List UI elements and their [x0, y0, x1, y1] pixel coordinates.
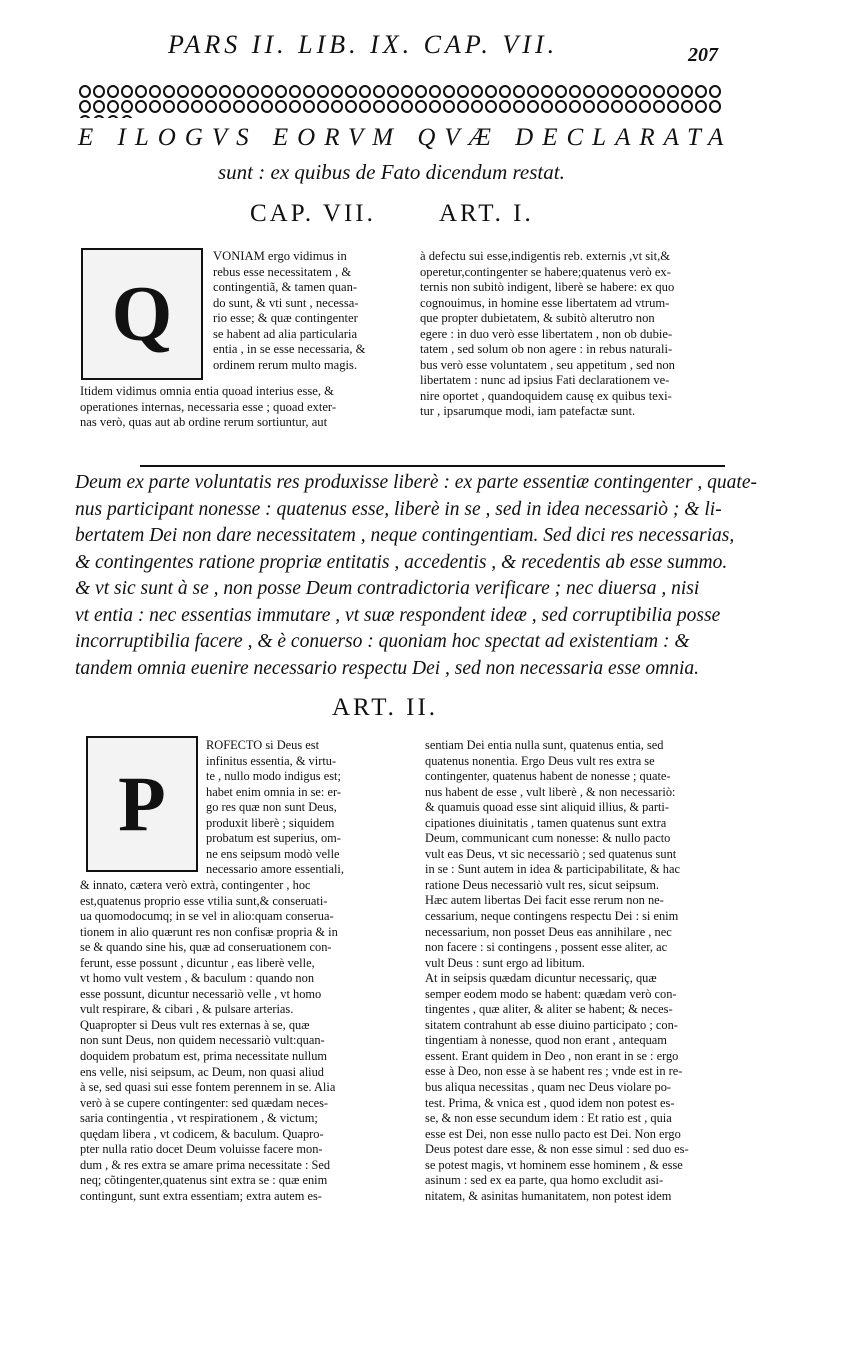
ornament-motif: [611, 85, 623, 98]
text-line: rebus esse necessitatem , &: [213, 264, 352, 279]
text-line: vult eas Deus, vt sic necessariò ; sed quatenus sunt: [425, 846, 677, 861]
ornament-motif: [233, 85, 245, 98]
text-line: vult Deus : sunt ergo ad libitum.: [425, 955, 585, 970]
text-line: tatem , sed solum ob non agere : in rebus naturali-: [420, 342, 673, 356]
ornament-motif: [443, 100, 455, 113]
initial-letter: P: [118, 760, 166, 847]
text-line: quędam libera , vt codicem, & baculum. Quapro-: [80, 1126, 324, 1141]
page-number: 207: [688, 44, 718, 66]
text-line: ternis non subitò indigent, liberè se habere: ex quo: [420, 280, 675, 294]
ornament-motif: [289, 85, 301, 98]
ornament-motif: [415, 100, 427, 113]
ornament-motif: [303, 100, 315, 113]
ornament-motif: [205, 100, 217, 113]
text-line: sitatem contrahunt ab esse diuino participato ; con-: [425, 1017, 678, 1032]
ornament-motif: [527, 85, 539, 98]
text-line: dum , & res extra se amare prima necessitate : Sed: [80, 1157, 331, 1172]
text-line: se potest magis, vt hominem esse hominem , & esse: [425, 1157, 683, 1172]
text-line: go res quæ non sunt Deus,: [206, 800, 337, 815]
text-line: ROFECTO si Deus est: [206, 738, 320, 752]
text-line: ordinem rerum multo magis.: [213, 357, 358, 372]
text-line: quatenus nonentia. Ergo Deus vult res extra se: [425, 753, 655, 768]
italic-line: tandem omnia euenire necessario respectu Dei , sed non necessaria esse omnia.: [75, 657, 700, 679]
ornament-motif: [597, 100, 609, 113]
text-line: rio esse; & quæ contingenter: [213, 311, 358, 325]
text-line: neq; cõtingenter,quatenus sint extra se : quæ enim: [80, 1173, 328, 1188]
ornament-motif: [345, 85, 357, 98]
text-line: saria contingentia , vt respirationem , & victum;: [80, 1111, 318, 1126]
ornament-motif: [93, 115, 105, 118]
running-head: PARS II. LIB. IX. CAP. VII.: [168, 30, 559, 59]
ornament-motif: [107, 100, 119, 113]
text-line: nus habent de esse , vult liberè , & non necessariò:: [425, 784, 676, 799]
ornament-motif: [639, 85, 651, 98]
text-line: cipationes diuinitatis , tamen quatenus sunt extra: [425, 815, 667, 830]
text-line: necessario amore essentiali,: [206, 862, 344, 877]
text-line: nire oportet , quandoquidem causę ex quibus texi-: [420, 388, 672, 403]
ornament-motif: [569, 100, 581, 113]
italic-line: & contingentes ratione propriæ entitatis , accedentis , & recedentis ab esse summo.: [75, 551, 728, 573]
text-line: do sunt, & vti sunt , necessa-: [213, 295, 359, 310]
text-line: test. Prima, & vnica est , quod idem non potest es-: [425, 1095, 675, 1110]
ornament-motif: [429, 85, 441, 98]
ornament-motif: [191, 85, 203, 98]
text-line: produxit liberè ; siquidem: [206, 815, 335, 830]
ornament-motif: [541, 85, 553, 98]
ornament-motif: [415, 85, 427, 98]
text-line: essent. Erant quidem in Deo , non erant in se : ergo: [425, 1048, 679, 1063]
ornament-motif: [653, 100, 665, 113]
text-line: Deum, communicant cum nonesse: & nullo pacto: [425, 831, 671, 846]
ornament-motif: [667, 85, 679, 98]
ornament-motif: [499, 100, 511, 113]
ornament-motif: [681, 100, 693, 113]
ornament-motif: [513, 85, 525, 98]
ornament-motif: [261, 100, 273, 113]
italic-line: Deum ex parte voluntatis res produxisse liberè : ex parte essentiæ contingenter , quate-: [75, 472, 757, 493]
text-line: operationes internas, necessaria esse ; quoad exter-: [80, 399, 337, 414]
text-line: se habent ad alia particularia: [213, 326, 358, 341]
ornament-motif: [709, 100, 721, 113]
italic-line: bertatem Dei non dare necessitatem , neque contingentiam. Sed dici res necessarias,: [75, 525, 735, 546]
ornament-motif: [331, 85, 343, 98]
text-line: esse à Deo, non esse à se habent res ; vnde est in re-: [425, 1064, 683, 1079]
ornament-band: [78, 84, 733, 118]
ornament-motif: [695, 85, 707, 98]
ornament-motif: [667, 100, 679, 113]
ornament-motif: [247, 100, 259, 113]
ornament-motif: [135, 100, 147, 113]
ornament-motif: [429, 100, 441, 113]
text-line: non facere : si contingens , possent esse aliter, ac: [425, 940, 668, 955]
ornament-motif: [513, 100, 525, 113]
ornament-motif: [569, 85, 581, 98]
ornament-motif: [373, 100, 385, 113]
text-line: infinitus essentia, & virtu-: [206, 753, 337, 768]
text-line: esse est Dei, non esse nullo pacto est Dei. Non ergo: [425, 1126, 681, 1141]
text-line: bus verò esse voluntatem , seu appetitum , sed non: [420, 357, 675, 372]
text-line: à defectu sui esse,indigentis reb. externis ,vt sit,&: [420, 249, 671, 263]
ornament-motif: [149, 100, 161, 113]
ornament-motif: [163, 85, 175, 98]
text-line: asinum : sed ex ea parte, qua homo excludit asi-: [425, 1173, 664, 1188]
art-2-right-column: [425, 738, 689, 1204]
text-line: ferunt, esse possunt , dicuntur , eas liberè velle,: [80, 955, 315, 970]
ornament-motif: [261, 85, 273, 98]
art-2-heading: ART. II.: [332, 694, 439, 721]
ornament-motif: [597, 85, 609, 98]
ornament-motif: [247, 85, 259, 98]
text-line: probatum est superius, om-: [206, 831, 341, 846]
text-line: entia , in se esse necessaria, &: [213, 342, 366, 356]
art-2-left-full: [80, 878, 338, 1204]
ornament-motif: [443, 85, 455, 98]
italic-line: incorruptibilia facere , & è conuerso : quoniam hoc spectat ad existentiam : &: [75, 631, 690, 652]
ornament-motif: [359, 100, 371, 113]
ornament-motif: [373, 85, 385, 98]
ornament-motif: [93, 100, 105, 113]
ornament-motif: [625, 100, 637, 113]
text-line: non sunt Deus, non quidem necessariò vult:quan-: [80, 1033, 325, 1048]
ornament-motif: [205, 85, 217, 98]
text-line: necessarium, non posset Deus eas annihilare , nec: [425, 924, 672, 939]
text-line: nas verò, quas aut ab ordine rerum sortiuntur, aut: [80, 415, 328, 429]
text-line: At in seipsis quædam dicuntur necessariç, quæ: [425, 971, 657, 986]
ornament-motif: [695, 100, 707, 113]
ornament-motif: [289, 100, 301, 113]
text-line: Itidem vidimus omnia entia quoad interius esse, &: [80, 384, 334, 398]
ornament-motif: [233, 100, 245, 113]
ornament-motif: [709, 85, 721, 98]
ornament-motif: [583, 100, 595, 113]
text-line: Quapropter si Deus vult res externas à se, quæ: [80, 1017, 310, 1032]
ornament-motif: [499, 85, 511, 98]
ornament-motif: [107, 115, 119, 118]
art-1-left-full: [80, 384, 336, 431]
ornament-motif: [177, 100, 189, 113]
ornament-motif: [107, 85, 119, 98]
ornament-motif: [317, 85, 329, 98]
ornament-motif: [541, 100, 553, 113]
chapter-title-line-2: sunt : ex quibus de Fato dicendum restat.: [218, 160, 565, 184]
ornament-motif: [345, 100, 357, 113]
text-line: ua quomodocumq; in se vel in alio:quam conserua-: [80, 909, 334, 924]
text-line: tingentiam à nonesse, quod non erant , antequam: [425, 1033, 667, 1048]
ornament-motif: [135, 85, 147, 98]
ornament-motif: [583, 85, 595, 98]
text-line: verò à se cupere contingenter: sed quædam neces-: [80, 1095, 329, 1110]
ornament-motif: [121, 85, 133, 98]
ornament-motif: [527, 100, 539, 113]
ornament-motif: [79, 100, 91, 113]
ornament-motif: [457, 100, 469, 113]
ornament-motif: [387, 85, 399, 98]
text-line: te , nullo modo indigus est;: [206, 769, 341, 784]
text-line: libertatem : nunc ad ipsius Fati declarationem ve-: [420, 373, 670, 387]
text-line: in se : Sunt autem in idea & participabilitate, & hac: [425, 862, 680, 877]
text-line: à se, sed quasi sui esse fontem perennem in se. Alia: [80, 1080, 336, 1095]
text-line: sentiam Dei entia nulla sunt, quatenus entia, sed: [425, 738, 664, 752]
ornament-motif: [149, 85, 161, 98]
art-1-heading: ART. I.: [439, 200, 534, 227]
art-1-left-beside-initial: [213, 249, 365, 373]
ornament-motif: [639, 100, 651, 113]
ornament-motif: [275, 85, 287, 98]
text-line: vt homo vult vestem , & baculum : quando non: [80, 971, 315, 986]
italic-line: vt entia : nec essentias immutare , vt suæ respondent ideæ , sed corruptibilia posse: [75, 604, 721, 626]
text-line: pter nulla ratio docet Deum voluisse facere mon-: [80, 1142, 323, 1157]
italic-line: & vt sic sunt à se , non posse Deum contradictoria verificare ; nec diuersa , nisi: [75, 578, 700, 599]
text-line: contingenter, quatenus habent de nonesse ; quate-: [425, 769, 671, 784]
text-line: bus aliqua necessitas , quam nec Deus violare po-: [425, 1080, 672, 1095]
decorated-initial-p: [86, 736, 198, 872]
ornament-motif: [555, 85, 567, 98]
ornament-motif: [485, 100, 497, 113]
text-line: Deus potest dare esse, & non esse simul : sed duo es-: [425, 1142, 689, 1157]
art-2-left-beside-initial: [206, 738, 344, 878]
text-line: egere : in duo verò esse libertatem , non ob dubie-: [420, 326, 673, 341]
text-line: se & quando sine his, quæ ad conseruationem con-: [80, 940, 332, 955]
ornament-motif: [653, 85, 665, 98]
ornament-motif: [275, 100, 287, 113]
ornament-motif: [471, 100, 483, 113]
ornament-motif: [79, 85, 91, 98]
ornament-motif: [121, 100, 133, 113]
text-line: ne ens seipsum modò velle: [206, 846, 340, 861]
text-line: cognouimus, in homine esse libertatem ad vtrum-: [420, 295, 670, 310]
ornament-motif: [401, 100, 413, 113]
italic-summary-paragraph: [75, 470, 755, 682]
ornament-motif: [471, 85, 483, 98]
ornament-motif: [219, 100, 231, 113]
text-line: cessarium, neque contingens respectu Dei : si enim: [425, 909, 679, 924]
italic-line: nus participant nonesse : quatenus esse, liberè in se , sed in idea necessariò ; & li-: [75, 498, 722, 520]
ornament-motif: [93, 85, 105, 98]
text-line: & innato, cætera verò extrà, contingenter , hoc: [80, 878, 311, 892]
ornament-motif: [219, 85, 231, 98]
text-line: se, & non esse secundum idem : Et ratio est , quia: [425, 1111, 672, 1126]
ornament-motif: [401, 85, 413, 98]
ornament-motif: [485, 85, 497, 98]
ornament-motif: [331, 100, 343, 113]
text-line: doquidem probatum est, prima necessitate nullum: [80, 1049, 328, 1064]
text-line: que propter dubietatem, & subitò alterutro non: [420, 311, 655, 325]
text-line: contingentiã, & tamen quan-: [213, 280, 358, 294]
ornament-motif: [625, 85, 637, 98]
text-line: VONIAM ergo vidimus in: [213, 249, 347, 263]
ornament-motif: [317, 100, 329, 113]
text-line: tingentes , quæ aliter, & aliter se habent; & neces-: [425, 1002, 673, 1017]
ornament-motif: [79, 115, 91, 118]
ornament-motif: [387, 100, 399, 113]
ornament-motif: [611, 100, 623, 113]
ornament-motif: [359, 85, 371, 98]
section-rule: [140, 465, 725, 467]
ornament-motif: [555, 100, 567, 113]
text-line: ratione Deus necessariò vult res, sicut seipsum.: [425, 877, 659, 892]
ornament-motif: [681, 85, 693, 98]
text-line: contingunt, sunt extra essentiam; extra autem es-: [80, 1188, 322, 1203]
text-line: nitatem, & asinitas humanitatem, non potest idem: [425, 1188, 672, 1203]
ornament-motif: [163, 100, 175, 113]
text-line: tur , ipsarumque modi, iam patefactæ sunt.: [420, 404, 636, 418]
ornament-motif: [191, 100, 203, 113]
text-line: semper eodem modo se habent: quædam verò con-: [425, 986, 677, 1001]
decorated-initial-q: [81, 248, 203, 380]
text-line: est,quatenus proprio esse vtilia sunt,& conseruati-: [80, 893, 328, 908]
art-1-right-column: [420, 249, 675, 420]
ornament-motif: [121, 115, 133, 118]
text-line: vult respirare, & cibari , & pulsare arterias.: [80, 1002, 294, 1017]
ornament-motif: [303, 85, 315, 98]
ornament-motif: [177, 85, 189, 98]
text-line: & quamuis quoad esse sint aliquid illius, & parti-: [425, 800, 670, 815]
text-line: habet enim omnia in se: er-: [206, 784, 341, 799]
chapter-title-line-1: E ILOGVS EORVM QVÆ DECLARATA: [78, 124, 733, 151]
text-line: ens velle, nisi seipsum, ac Deum, non quasi aliud: [80, 1064, 324, 1079]
initial-letter: Q: [111, 270, 173, 357]
text-line: Hæc autem libertas Dei facit esse rerum non ne-: [425, 893, 664, 908]
ornament-motif: [457, 85, 469, 98]
text-line: operetur,contingenter se habere;quatenus verò ex-: [420, 264, 671, 279]
text-line: esse possunt, dicuntur necessariò velle , vt homo: [80, 986, 322, 1001]
cap-heading: CAP. VII.: [250, 200, 376, 227]
text-line: tionem in alio quærunt res non confisæ propria & in: [80, 924, 338, 939]
